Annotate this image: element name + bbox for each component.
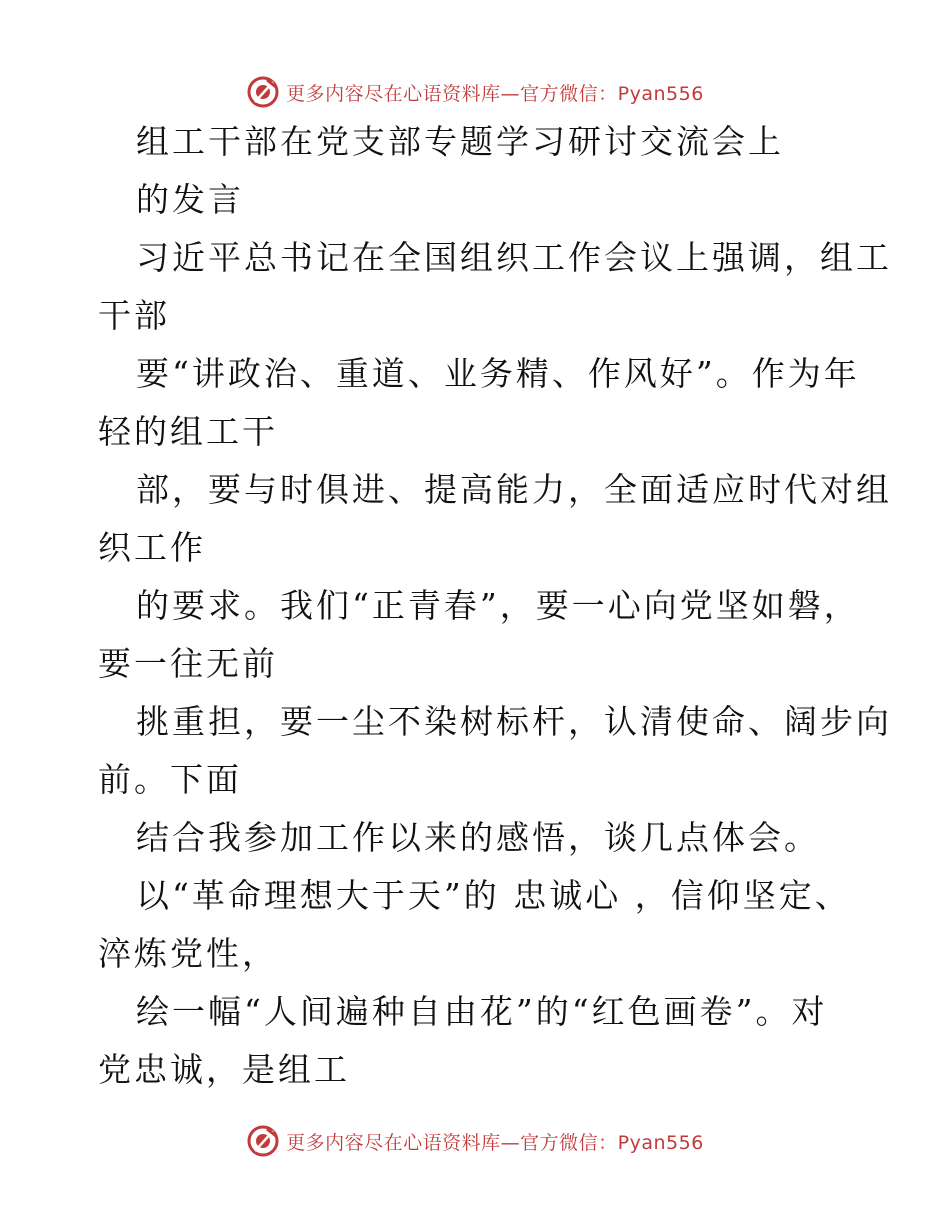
doc-line: 干部 [98,296,170,335]
doc-line: 习近平总书记在全国组织工作会议上强调，组工 [136,238,892,277]
doc-line: 绘一幅“人间遍种自由花”的“红色画卷”。对 [136,992,828,1031]
doc-line: 轻的组工干 [98,412,278,451]
doc-line: 的发言 [136,180,244,219]
doc-line: 要“讲政治、重道、业务精、作风好”。作为年 [136,354,860,393]
seal-logo-icon [246,1124,280,1158]
doc-line: 要一往无前 [98,644,278,683]
doc-line: 织工作 [98,528,206,567]
doc-line: 部，要与时俱进、提高能力，全面适应时代对组 [136,470,892,509]
footer-banner-text: 更多内容尽在心语资料库—官方微信：Pyan556 [286,1131,704,1154]
seal-logo-icon [246,75,280,109]
doc-line: 挑重担，要一尘不染树标杆，认清使命、阔步向 [136,702,892,741]
doc-line: 结合我参加工作以来的感悟，谈几点体会。 [136,818,820,857]
footer-banner [0,1121,950,1161]
header-banner-text: 更多内容尽在心语资料库—官方微信：Pyan556 [286,82,704,105]
header-banner [0,72,950,112]
doc-line: 组工干部在党支部专题学习研讨交流会上 [136,122,784,161]
doc-line: 党忠诚，是组工 [98,1050,350,1089]
doc-line: 以“革命理想大于天”的 忠诚心 ，信仰坚定、 [136,876,851,915]
doc-line: 前。下面 [98,760,242,799]
doc-line: 的要求。我们“正青春”，要一心向党坚如磐， [136,586,860,625]
doc-line: 淬炼党性， [98,934,278,973]
